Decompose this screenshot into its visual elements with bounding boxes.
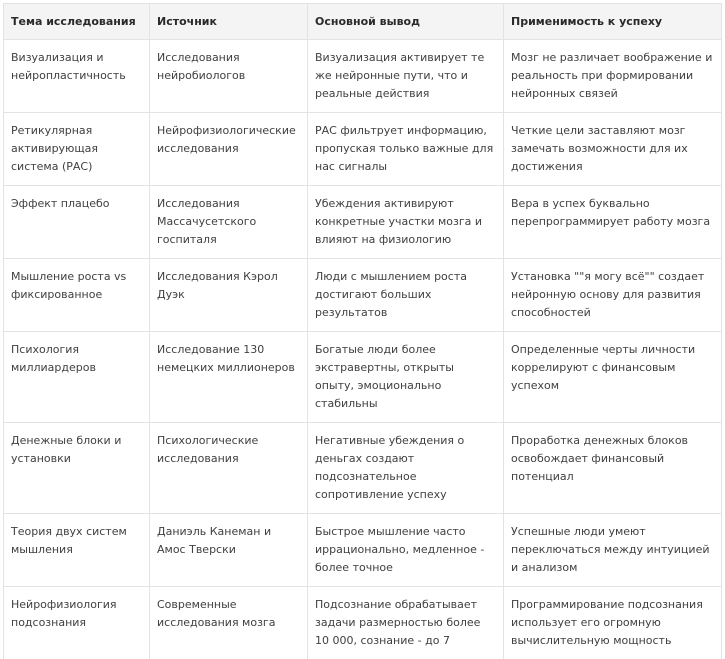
cell-applicability: Проработка денежных блоков освобождает финансовый потенциал <box>504 423 722 514</box>
cell-source: Современные исследования мозга <box>150 587 308 659</box>
cell-topic: Психология миллиардеров <box>4 332 150 423</box>
cell-conclusion: Люди с мышлением роста достигают больших результатов <box>308 259 504 332</box>
cell-source: Исследования Массачусетского госпиталя <box>150 186 308 259</box>
table-row <box>4 259 722 332</box>
cell-topic: Ретикулярная активирующая система (РАС) <box>4 113 150 186</box>
cell-source: Исследования Кэрол Дуэк <box>150 259 308 332</box>
cell-conclusion: Визуализация активирует те же нейронные пути, что и реальные действия <box>308 40 504 113</box>
cell-conclusion: Богатые люди более экстравертны, открыты опыту, эмоционально стабильны <box>308 332 504 423</box>
cell-conclusion: Быстрое мышление часто иррационально, медленное - более точное <box>308 514 504 587</box>
cell-topic: Мышление роста vs фиксированное <box>4 259 150 332</box>
cell-conclusion: Негативные убеждения о деньгах создают подсознательное сопротивление успеху <box>308 423 504 514</box>
cell-source: Нейрофизиологические исследования <box>150 113 308 186</box>
cell-applicability: Успешные люди умеют переключаться между интуицией и анализом <box>504 514 722 587</box>
table-row <box>4 186 722 259</box>
cell-topic: Теория двух систем мышления <box>4 514 150 587</box>
cell-topic: Денежные блоки и установки <box>4 423 150 514</box>
research-table <box>3 3 722 659</box>
table-row <box>4 113 722 186</box>
header-topic: Тема исследования <box>4 4 150 40</box>
cell-applicability: Мозг не различает воображение и реальность при формировании нейронных связей <box>504 40 722 113</box>
cell-source: Даниэль Канеман и Амос Тверски <box>150 514 308 587</box>
table-row <box>4 587 722 659</box>
table-row <box>4 332 722 423</box>
cell-topic: Нейрофизиология подсознания <box>4 587 150 659</box>
table-header-row <box>4 4 722 40</box>
header-conclusion: Основной вывод <box>308 4 504 40</box>
cell-applicability: Вера в успех буквально перепрограммирует работу мозга <box>504 186 722 259</box>
research-table-container <box>3 3 721 659</box>
cell-topic: Визуализация и нейропластичность <box>4 40 150 113</box>
cell-source: Исследование 130 немецких миллионеров <box>150 332 308 423</box>
table-row <box>4 423 722 514</box>
cell-source: Психологические исследования <box>150 423 308 514</box>
cell-conclusion: Убеждения активируют конкретные участки мозга и влияют на физиологию <box>308 186 504 259</box>
cell-conclusion: Подсознание обрабатывает задачи размерностью более 10 000, сознание - до 7 <box>308 587 504 659</box>
cell-conclusion: РАС фильтрует информацию, пропуская только важные для нас сигналы <box>308 113 504 186</box>
cell-applicability: Установка ""я могу всё"" создает нейронную основу для развития способностей <box>504 259 722 332</box>
cell-applicability: Программирование подсознания использует его огромную вычислительную мощность <box>504 587 722 659</box>
table-row <box>4 40 722 113</box>
cell-applicability: Четкие цели заставляют мозг замечать возможности для их достижения <box>504 113 722 186</box>
cell-source: Исследования нейробиологов <box>150 40 308 113</box>
table-row <box>4 514 722 587</box>
header-source: Источник <box>150 4 308 40</box>
cell-topic: Эффект плацебо <box>4 186 150 259</box>
cell-applicability: Определенные черты личности коррелируют с финансовым успехом <box>504 332 722 423</box>
header-applicability: Применимость к успеху <box>504 4 722 40</box>
